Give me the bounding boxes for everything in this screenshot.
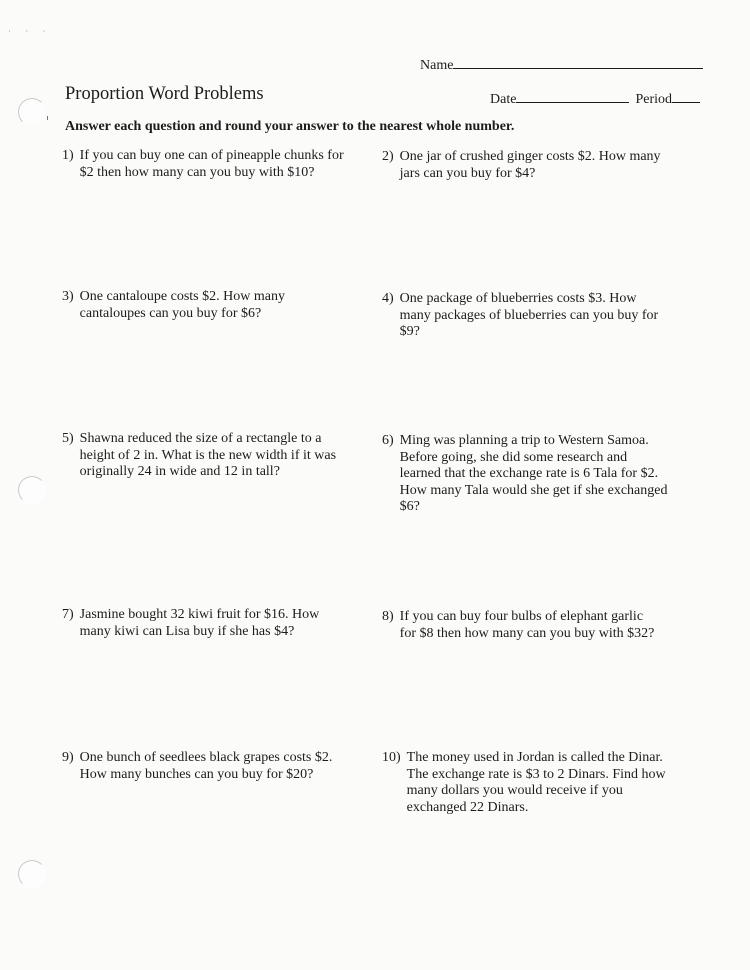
problem-number: 5) bbox=[62, 431, 74, 446]
problem-text: The money used in Jordan is called the Dinar. The exchange rate is $3 to 2 Dinars. Find how many dollars you would receive if you exchanged 22 Dinars. bbox=[406, 750, 666, 815]
problem-text: One package of blueberries costs $3. How many packages of blueberries can you buy for $9? bbox=[399, 291, 659, 339]
name-label: Name bbox=[420, 58, 454, 73]
problem-number: 7) bbox=[62, 607, 74, 622]
problem-text: One cantaloupe costs $2. How many cantaloupes can you buy for $6? bbox=[79, 289, 285, 321]
problem-number: 8) bbox=[382, 609, 394, 624]
date-label: Date bbox=[490, 92, 517, 107]
scan-mark bbox=[47, 116, 48, 120]
problem-number: 4) bbox=[382, 291, 394, 306]
problem-text: Jasmine bought 32 kiwi fruit for $16. How many kiwi can Lisa buy if she has $4? bbox=[79, 607, 320, 639]
problem-6 bbox=[382, 433, 670, 516]
date-period-field bbox=[490, 90, 700, 108]
period-blank-line[interactable] bbox=[672, 90, 700, 103]
worksheet-title: Proportion Word Problems bbox=[65, 84, 264, 104]
problem-text: Ming was planning a trip to Western Samoa. Before going, she did some research and learned that the exchange rate is 6 Tala for $2. How many Tala would she get if she exchanged $6? bbox=[399, 433, 668, 514]
problem-5 bbox=[62, 431, 347, 481]
problem-number: 10) bbox=[382, 750, 401, 765]
instructions: Answer each question and round your answer to the nearest whole number. bbox=[65, 119, 515, 134]
problem-text: Shawna reduced the size of a rectangle to a height of 2 in. What is the new width if it was originally 24 in wide and 12 in tall? bbox=[79, 431, 337, 479]
name-field bbox=[420, 56, 703, 74]
problem-text: If you can buy one can of pineapple chunks for $2 then how many can you buy with $10? bbox=[79, 148, 344, 180]
scan-specks: · · · bbox=[8, 26, 52, 36]
punch-hole-middle bbox=[18, 476, 46, 504]
problem-number: 3) bbox=[62, 289, 74, 304]
problem-text: If you can buy four bulbs of elephant garlic for $8 then how many can you buy with $32? bbox=[399, 609, 655, 641]
problem-10 bbox=[382, 750, 674, 816]
problem-number: 6) bbox=[382, 433, 394, 448]
punch-hole-top bbox=[18, 98, 46, 126]
problem-number: 2) bbox=[382, 149, 394, 164]
problem-9 bbox=[62, 750, 337, 783]
period-label: Period bbox=[635, 92, 672, 107]
name-blank-line[interactable] bbox=[453, 56, 703, 69]
problem-number: 1) bbox=[62, 148, 74, 163]
punch-hole-bottom bbox=[18, 860, 46, 888]
problem-1 bbox=[62, 148, 352, 181]
problem-4 bbox=[382, 291, 664, 341]
date-blank-line[interactable] bbox=[516, 90, 629, 103]
problem-text: One jar of crushed ginger costs $2. How many jars can you buy for $4? bbox=[399, 149, 661, 181]
problem-8 bbox=[382, 609, 657, 642]
problem-text: One bunch of seedlees black grapes costs $2. How many bunches can you buy for $20? bbox=[79, 750, 333, 782]
problem-2 bbox=[382, 149, 662, 182]
problem-3 bbox=[62, 289, 312, 322]
problem-number: 9) bbox=[62, 750, 74, 765]
problem-7 bbox=[62, 607, 342, 640]
